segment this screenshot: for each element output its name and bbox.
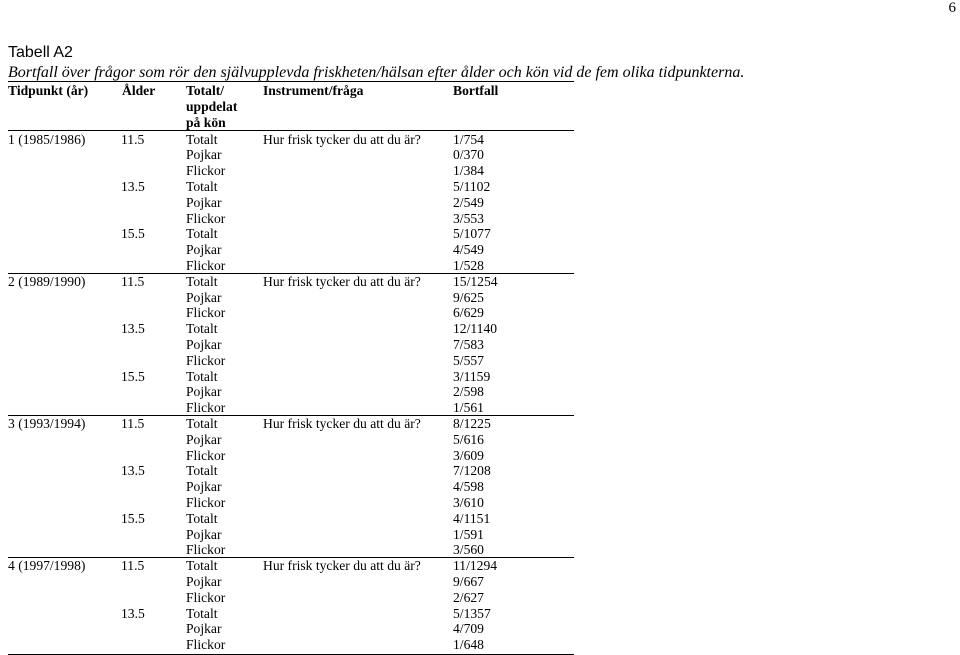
header-alder: Ålder bbox=[122, 83, 156, 98]
bortfall-cell: 3/609 bbox=[453, 447, 484, 463]
bortfall-cell: 1/754 bbox=[453, 131, 484, 147]
header-totalt-line3: på kön bbox=[186, 115, 226, 130]
age-cell: 13.5 bbox=[121, 463, 145, 479]
gender-cell: Pojkar bbox=[186, 336, 222, 352]
gender-cell: Pojkar bbox=[186, 384, 222, 400]
gender-cell: Flickor bbox=[186, 542, 226, 558]
bortfall-cell: 1/528 bbox=[453, 257, 484, 273]
age-cell: 13.5 bbox=[121, 178, 145, 194]
bortfall-cell: 4/549 bbox=[453, 242, 484, 258]
bortfall-cell: 5/1357 bbox=[453, 605, 491, 621]
age-cell: 15.5 bbox=[121, 510, 145, 526]
header-totalt-line2: uppdelat bbox=[186, 99, 238, 114]
bortfall-cell: 3/553 bbox=[453, 210, 484, 226]
gender-cell: Pojkar bbox=[186, 479, 222, 495]
bortfall-cell: 5/616 bbox=[453, 431, 484, 447]
bortfall-cell: 2/598 bbox=[453, 384, 484, 400]
age-cell: 15.5 bbox=[121, 226, 145, 242]
gender-cell: Pojkar bbox=[186, 573, 222, 589]
gender-cell: Totalt bbox=[186, 415, 218, 431]
age-cell: 11.5 bbox=[121, 131, 145, 147]
bortfall-cell: 12/1140 bbox=[453, 321, 498, 337]
bortfall-cell: 9/625 bbox=[453, 289, 484, 305]
gender-cell: Totalt bbox=[186, 368, 218, 384]
bortfall-cell: 8/1225 bbox=[453, 415, 491, 431]
gender-cell: Totalt bbox=[186, 273, 218, 289]
gender-cell: Flickor bbox=[186, 447, 226, 463]
gender-cell: Flickor bbox=[186, 163, 226, 179]
gender-cell: Pojkar bbox=[186, 621, 222, 637]
bortfall-cell: 0/370 bbox=[453, 147, 484, 163]
age-cell: 13.5 bbox=[121, 321, 145, 337]
bortfall-cell: 2/549 bbox=[453, 194, 484, 210]
tidpunkt-cell: 1 (1985/1986) bbox=[8, 131, 86, 147]
gender-cell: Flickor bbox=[186, 305, 226, 321]
bortfall-cell: 11/1294 bbox=[453, 558, 498, 574]
age-cell: 13.5 bbox=[121, 605, 145, 621]
gender-cell: Pojkar bbox=[186, 431, 222, 447]
table-label: Tabell A2 bbox=[8, 44, 73, 61]
instrument-cell: Hur frisk tycker du att du är? bbox=[263, 273, 421, 289]
bortfall-cell: 5/1077 bbox=[453, 226, 491, 242]
bortfall-cell: 6/629 bbox=[453, 305, 484, 321]
bortfall-cell: 3/1159 bbox=[453, 368, 491, 384]
gender-cell: Totalt bbox=[186, 510, 218, 526]
header-bortfall: Bortfall bbox=[453, 83, 499, 98]
header-instrument: Instrument/fråga bbox=[263, 83, 364, 98]
bortfall-cell: 5/1102 bbox=[453, 178, 491, 194]
bortfall-cell: 3/560 bbox=[453, 542, 484, 558]
age-cell: 11.5 bbox=[121, 415, 145, 431]
header-totalt-line1: Totalt/ bbox=[186, 83, 225, 98]
instrument-cell: Hur frisk tycker du att du är? bbox=[263, 415, 421, 431]
header-tidpunkt: Tidpunkt (år) bbox=[8, 83, 89, 98]
gender-cell: Flickor bbox=[186, 352, 226, 368]
bortfall-cell: 5/557 bbox=[453, 352, 484, 368]
bortfall-cell: 4/1151 bbox=[453, 510, 491, 526]
bortfall-cell: 1/591 bbox=[453, 526, 484, 542]
age-cell: 11.5 bbox=[121, 558, 145, 574]
bortfall-cell: 4/598 bbox=[453, 479, 484, 495]
bortfall-cell: 2/627 bbox=[453, 589, 484, 605]
gender-cell: Totalt bbox=[186, 178, 218, 194]
gender-cell: Totalt bbox=[186, 321, 218, 337]
age-cell: 15.5 bbox=[121, 368, 145, 384]
table-title: Bortfall över frågor som rör den självupplevda friskheten/hälsan efter ålder och kön vid de fem olika tidpunkterna. bbox=[8, 64, 745, 81]
tidpunkt-cell: 2 (1989/1990) bbox=[8, 273, 86, 289]
gender-cell: Flickor bbox=[186, 589, 226, 605]
bortfall-cell: 7/1208 bbox=[453, 463, 491, 479]
page-number: 6 bbox=[948, 0, 956, 16]
instrument-cell: Hur frisk tycker du att du är? bbox=[263, 558, 421, 574]
bortfall-cell: 15/1254 bbox=[453, 273, 498, 289]
gender-cell: Pojkar bbox=[186, 147, 222, 163]
bortfall-cell: 7/583 bbox=[453, 336, 484, 352]
age-cell: 11.5 bbox=[121, 273, 145, 289]
gender-cell: Flickor bbox=[186, 257, 226, 273]
gender-cell: Totalt bbox=[186, 226, 218, 242]
gender-cell: Pojkar bbox=[186, 194, 222, 210]
gender-cell: Flickor bbox=[186, 637, 226, 653]
gender-cell: Flickor bbox=[186, 494, 226, 510]
gender-cell: Pojkar bbox=[186, 526, 222, 542]
gender-cell: Flickor bbox=[186, 400, 226, 416]
gender-cell: Flickor bbox=[186, 210, 226, 226]
bortfall-cell: 4/709 bbox=[453, 621, 484, 637]
bortfall-cell: 1/384 bbox=[453, 163, 484, 179]
bortfall-cell: 1/561 bbox=[453, 400, 484, 416]
gender-cell: Totalt bbox=[186, 605, 218, 621]
bortfall-cell: 1/648 bbox=[453, 637, 484, 653]
instrument-cell: Hur frisk tycker du att du är? bbox=[263, 131, 421, 147]
bortfall-cell: 3/610 bbox=[453, 494, 484, 510]
top-rule bbox=[8, 81, 574, 82]
gender-cell: Totalt bbox=[186, 558, 218, 574]
gender-cell: Totalt bbox=[186, 463, 218, 479]
gender-cell: Pojkar bbox=[186, 242, 222, 258]
bortfall-cell: 9/667 bbox=[453, 573, 484, 589]
gender-cell: Totalt bbox=[186, 131, 218, 147]
gender-cell: Pojkar bbox=[186, 289, 222, 305]
tidpunkt-cell: 4 (1997/1998) bbox=[8, 558, 86, 574]
tidpunkt-cell: 3 (1993/1994) bbox=[8, 415, 86, 431]
